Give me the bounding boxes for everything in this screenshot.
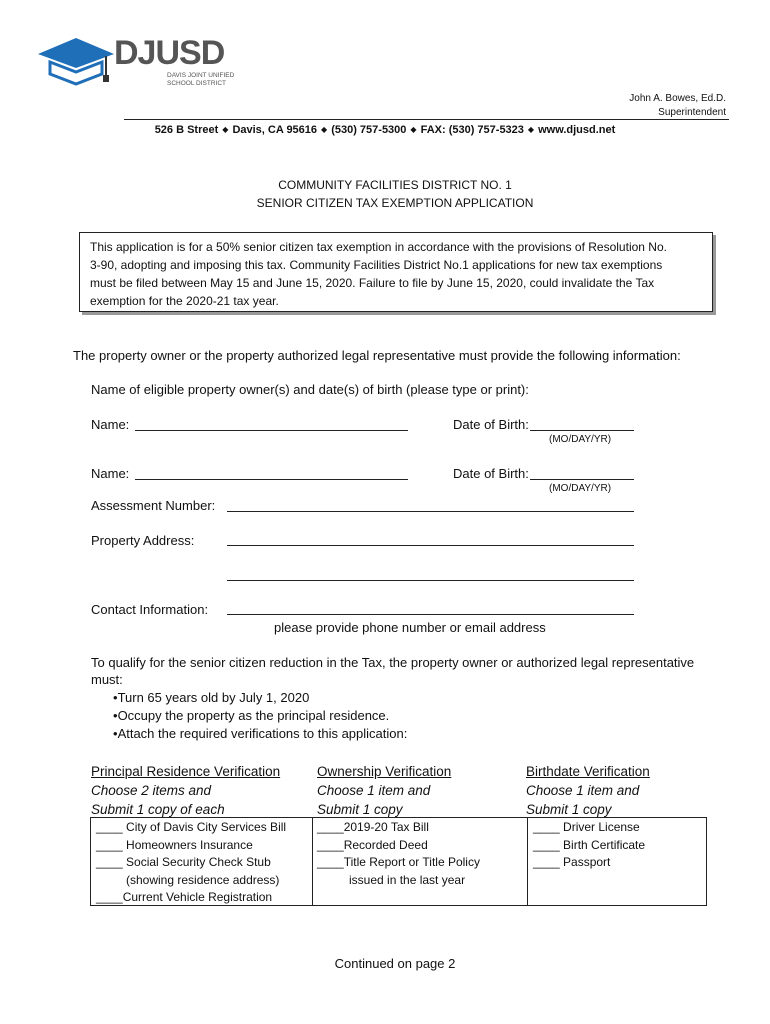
checkbox-city-services-bill[interactable]: ____ City of Davis City Services Bill <box>96 820 287 834</box>
checkbox-title-report[interactable]: ____Title Report or Title Policy <box>317 855 480 869</box>
diamond-icon: ◆ <box>222 125 229 134</box>
name-field-1[interactable] <box>135 430 408 431</box>
logo-subtitle-2: SCHOOL DISTRICT <box>167 80 226 87</box>
col-2-sub-1: Choose 1 item and <box>317 783 431 798</box>
qualify-line-1: To qualify for the senior citizen reduction in the Tax, the property owner or authorized legal representative <box>91 655 695 670</box>
notice-line-4: exemption for the 2020-21 tax year. <box>90 294 279 308</box>
checkbox-vehicle-registration[interactable]: ____Current Vehicle Registration <box>96 890 273 904</box>
address-field-1[interactable] <box>227 545 634 546</box>
col-2-heading: Ownership Verification <box>317 764 452 779</box>
logo-subtitle-1: DAVIS JOINT UNIFIED <box>167 72 235 79</box>
notice-line-1: This application is for a 50% senior citizen tax exemption in accordance with the provisions of Resolution No. <box>90 240 667 254</box>
contact-field[interactable] <box>227 614 634 615</box>
title-report-note: issued in the last year <box>349 872 466 887</box>
checkbox-social-security-stub[interactable]: ____ Social Security Check Stub <box>96 855 271 869</box>
col-1-heading: Principal Residence Verification <box>91 764 281 779</box>
address-phone: (530) 757-5300 <box>331 124 407 136</box>
verification-col-2-header <box>317 762 451 819</box>
address-label: Property Address: <box>91 533 195 548</box>
name-label-2: Name: <box>91 466 130 481</box>
assessment-label: Assessment Number: <box>91 498 216 513</box>
superintendent-title: Superintendent <box>658 107 726 118</box>
dob-hint-2: (MO/DAY/YR) <box>549 483 612 494</box>
superintendent-name: John A. Bowes, Ed.D. <box>629 93 726 104</box>
checkbox-tax-bill[interactable]: ____2019-20 Tax Bill <box>317 820 429 834</box>
superintendent-block <box>629 92 726 120</box>
col-3-sub-1: Choose 1 item and <box>526 783 640 798</box>
intro-text: The property owner or the property authorized legal representative must provide the following information: <box>73 348 681 363</box>
table-divider-2 <box>527 818 528 905</box>
qualify-text <box>91 654 694 688</box>
col-3-sub-2: Submit 1 copy <box>526 802 612 817</box>
notice-line-2: 3-90, adopting and imposing this tax. Community Facilities District No.1 applications for new tax exemptions <box>90 258 663 272</box>
header-divider <box>124 119 729 120</box>
col-1-sub-2: Submit 1 copy of each <box>91 802 225 817</box>
address-field-2[interactable] <box>227 580 634 581</box>
title-line-2: SENIOR CITIZEN TAX EXEMPTION APPLICATION <box>256 196 534 210</box>
diamond-icon: ◆ <box>410 125 417 134</box>
graduation-cap-icon <box>36 36 116 86</box>
col-3-items <box>533 819 645 872</box>
address-bar <box>0 124 770 136</box>
name-field-2[interactable] <box>135 479 408 480</box>
notice-box <box>79 232 713 312</box>
col-1-items <box>96 819 286 907</box>
name-label-1: Name: <box>91 417 130 432</box>
checkbox-homeowners-insurance[interactable]: ____ Homeowners Insurance <box>96 837 253 852</box>
continued-note: Continued on page 2 <box>334 956 456 971</box>
logo <box>36 34 236 94</box>
social-security-note: (showing residence address) <box>126 872 280 887</box>
dob-label-1: Date of Birth: <box>453 417 529 432</box>
requirement-item-1: •Turn 65 years old by July 1, 2020 <box>113 690 310 705</box>
logo-wordmark: DJUSD <box>114 34 225 72</box>
owner-prompt: Name of eligible property owner(s) and date(s) of birth (please type or print): <box>91 382 529 397</box>
requirement-item-3: •Attach the required verifications to this application: <box>113 726 408 741</box>
verification-col-3-header <box>526 762 650 819</box>
diamond-icon: ◆ <box>527 125 535 134</box>
dob-hint-1: (MO/DAY/YR) <box>549 434 612 445</box>
requirement-item-2: •Occupy the property as the principal residence. <box>113 708 390 723</box>
verification-col-1-header <box>91 762 280 819</box>
checkbox-driver-license[interactable]: ____ Driver License <box>533 820 640 834</box>
address-fax: FAX: (530) 757-5323 <box>420 124 524 136</box>
col-2-sub-2: Submit 1 copy <box>317 802 403 817</box>
checkbox-passport[interactable]: ____ Passport <box>533 855 611 869</box>
address-city: Davis, CA 95616 <box>232 124 318 136</box>
checkbox-recorded-deed[interactable]: ____Recorded Deed <box>317 837 428 852</box>
table-divider-1 <box>312 818 313 905</box>
requirement-list <box>113 689 407 743</box>
bullet-icon: • <box>113 690 118 705</box>
col-2-items <box>317 819 480 889</box>
checkbox-birth-certificate[interactable]: ____ Birth Certificate <box>533 837 646 852</box>
bullet-icon: • <box>113 726 118 741</box>
contact-hint: please provide phone number or email address <box>274 620 546 635</box>
dob-field-2[interactable] <box>530 479 634 480</box>
dob-field-1[interactable] <box>530 430 634 431</box>
bullet-icon: • <box>113 708 118 723</box>
col-1-sub-1: Choose 2 items and <box>91 783 212 798</box>
qualify-line-2: must: <box>91 672 123 687</box>
notice-line-3: must be filed between May 15 and June 15, 2020. Failure to file by June 15, 2020, could invalidate the Tax <box>90 276 655 290</box>
dob-label-2: Date of Birth: <box>453 466 529 481</box>
assessment-field[interactable] <box>227 511 634 512</box>
title-line-1: COMMUNITY FACILITIES DISTRICT NO. 1 <box>278 178 512 192</box>
diamond-icon: ◆ <box>321 125 328 134</box>
address-street: 526 B Street <box>154 124 219 136</box>
contact-label: Contact Information: <box>91 602 209 617</box>
document-title <box>0 176 770 212</box>
address-website: www.djusd.net <box>538 124 616 136</box>
col-3-heading: Birthdate Verification <box>526 764 650 779</box>
